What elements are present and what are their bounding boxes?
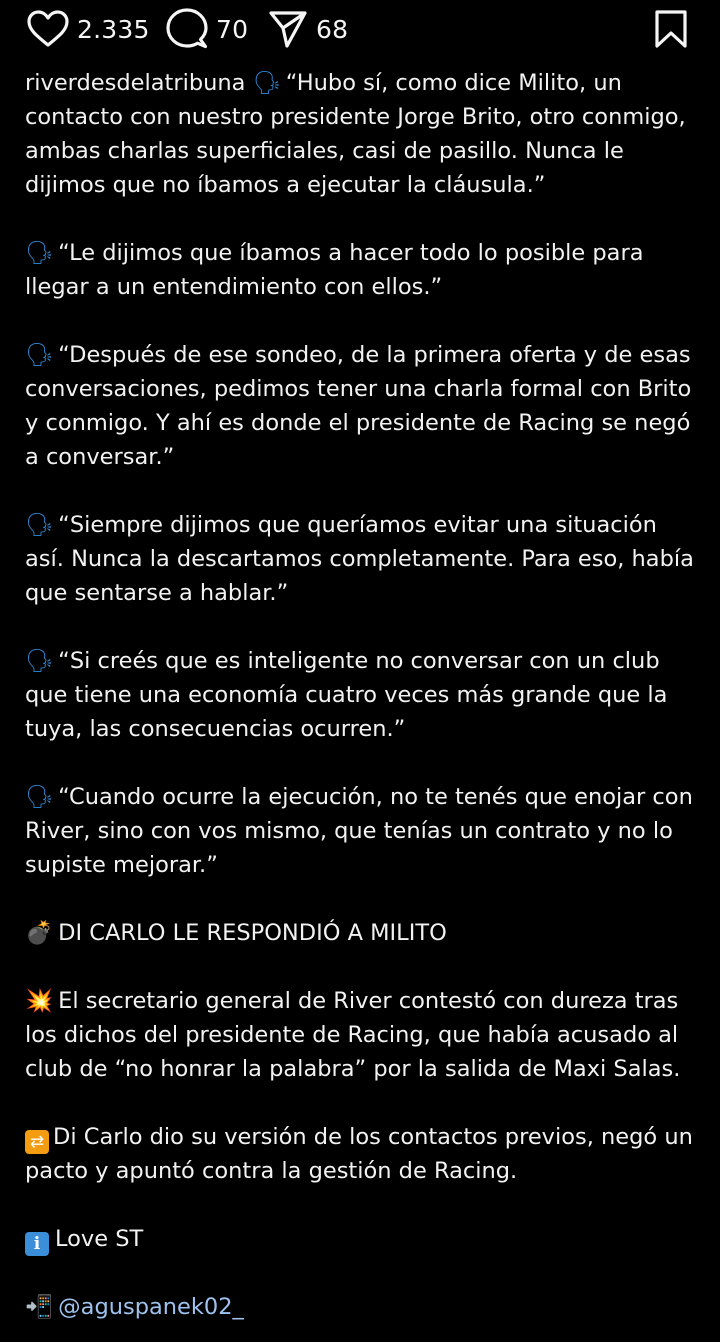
speaking-head-icon: 🗣 xyxy=(25,648,54,674)
quote-text: “Hubo sí, como dice Milito, un contacto con nuestro presidente Jorge Brito, otro conmigo, ambas charlas superficiales, casi de pasillo. Nunca le dijimos que no íbamos a ejecutar la cláusula.” xyxy=(25,70,686,198)
heart-icon xyxy=(27,10,69,48)
phone-arrow-icon: 📲 xyxy=(25,1294,54,1320)
collision-icon: 💥 xyxy=(25,988,54,1014)
shares-count: 68 xyxy=(316,14,349,44)
speaking-head-icon: 🗣 xyxy=(25,240,54,266)
author-username[interactable]: riverdesdelatribuna xyxy=(25,70,246,96)
speaking-head-icon: 🗣 xyxy=(25,342,54,368)
caption-paragraph xyxy=(25,1120,700,1188)
save-button[interactable] xyxy=(654,8,688,50)
speaking-head-icon: 🗣 xyxy=(25,512,54,538)
body-text: El secretario general de River contestó con dureza tras los dichos del presidente de Racing, que había acusado al club de “no honrar la palabra” por la salida de Maxi Salas. xyxy=(25,988,681,1082)
body-text: Di Carlo dio su versión de los contactos previos, negó un pacto y apuntó contra la gestión de Racing. xyxy=(25,1124,693,1184)
quote-text: “Después de ese sondeo, de la primera oferta y de esas conversaciones, pedimos tener una charla formal con Brito y conmigo. Y ahí es donde el presidente de Racing se negó a conversar.” xyxy=(25,342,692,470)
share-icon xyxy=(268,9,308,49)
caption-paragraph xyxy=(25,644,700,746)
bomb-icon: 💣 xyxy=(25,920,54,946)
post-action-bar xyxy=(0,0,720,60)
caption-paragraph xyxy=(25,338,700,474)
info-icon: i xyxy=(25,1232,49,1256)
caption-paragraph xyxy=(25,508,700,610)
caption-paragraph xyxy=(25,66,700,202)
bookmark-icon xyxy=(654,9,688,49)
comment-button[interactable] xyxy=(166,8,248,50)
like-button[interactable] xyxy=(27,8,150,50)
caption-paragraph xyxy=(25,984,700,1086)
headline-text: DI CARLO LE RESPONDIÓ A MILITO xyxy=(58,920,447,946)
caption-credit xyxy=(25,1222,700,1256)
likes-count: 2.335 xyxy=(77,14,150,44)
speaking-head-icon: 🗣 xyxy=(25,784,54,810)
repeat-icon: ⇄ xyxy=(25,1130,49,1154)
quote-text: “Le dijimos que íbamos a hacer todo lo posible para llegar a un entendimiento con ellos.” xyxy=(25,240,644,300)
caption-paragraph xyxy=(25,780,700,882)
mention-link[interactable]: @aguspanek02_ xyxy=(58,1294,244,1320)
comments-count: 70 xyxy=(216,14,249,44)
quote-text: “Siempre dijimos que queríamos evitar una situación así. Nunca la descartamos completamente. Para eso, había que sentarse a hablar.” xyxy=(25,512,694,606)
speaking-head-icon: 🗣 xyxy=(252,70,282,96)
share-button[interactable] xyxy=(268,8,348,50)
comment-icon xyxy=(166,8,208,50)
caption-headline xyxy=(25,916,700,950)
caption-paragraph xyxy=(25,236,700,304)
post-caption xyxy=(25,66,700,1324)
quote-text: “Si creés que es inteligente no conversar con un club que tiene una economía cuatro veces más grande que la tuya, las consecuencias ocurren.” xyxy=(25,648,668,742)
caption-mention xyxy=(25,1290,700,1324)
quote-text: “Cuando ocurre la ejecución, no te tenés que enojar con River, sino con vos mismo, que tenías un contrato y no lo supiste mejorar.” xyxy=(25,784,693,878)
credit-text: Love ST xyxy=(55,1226,144,1252)
